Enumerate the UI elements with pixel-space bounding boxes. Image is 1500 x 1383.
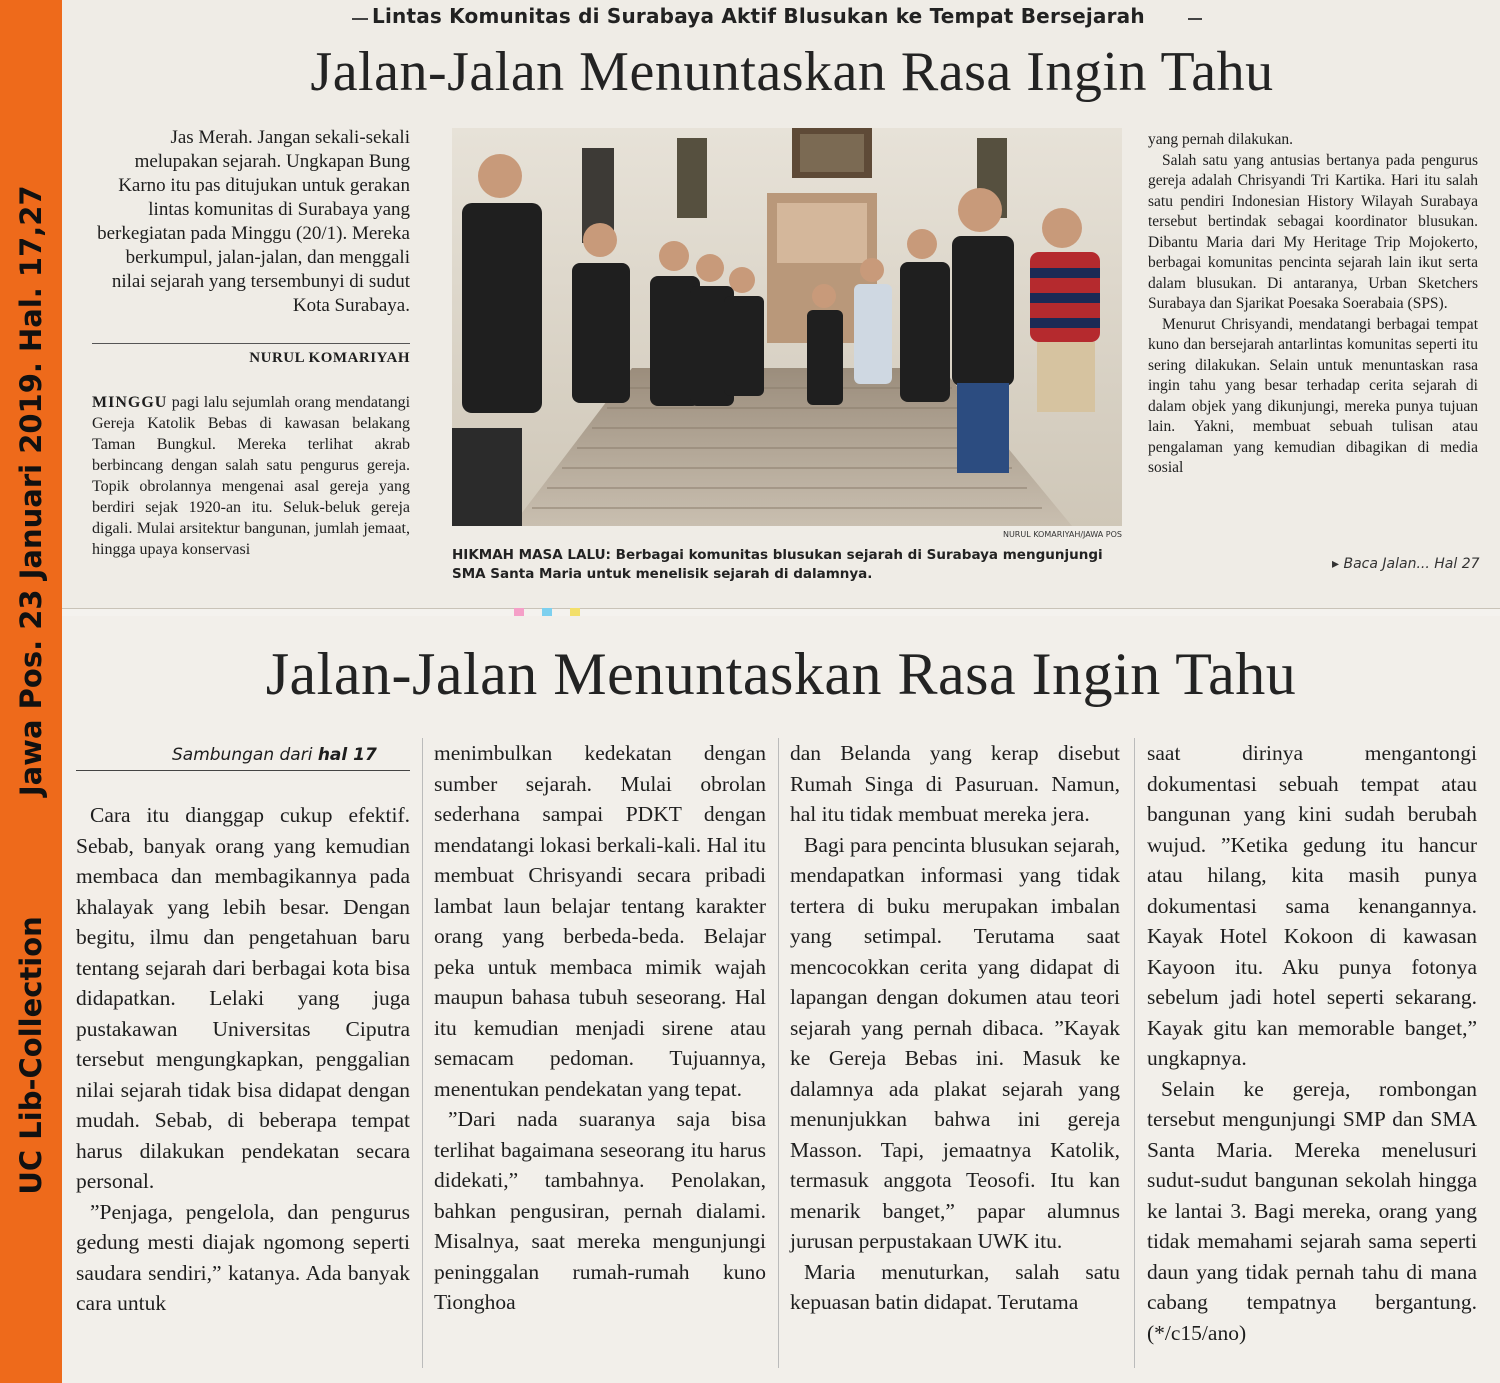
column-4-paragraph-2: Selain ke gereja, rombongan tersebut mengunjungi SMP dan SMA Santa Maria. Mereka menelusuri sudut-sudut bangunan sekolah hingga ke lantai 3. Bagi mereka, orang yang tidak memahami sejarah sama seperti daun yang tidak pernah tahu di mana cabang tempatnya bergantung. (*/c15/ano) <box>1147 1076 1477 1345</box>
dateline: MINGGU <box>92 394 168 411</box>
continue-text: Baca Jalan... Hal 27 <box>1343 556 1480 572</box>
article-opening <box>92 392 410 560</box>
byline: NURUL KOMARIYAH <box>249 350 410 366</box>
continued-from-prefix: Sambungan dari <box>172 745 313 765</box>
lede: Jas Merah. Jangan sekali-sekali melupakan sejarah. Ungkapan Bung Karno itu pas ditujukan untuk gerakan lintas komunitas di Surabaya yang berkegiatan pada Minggu (20/1). Mereka berkumpul, jalan-jalan, dan menggali nilai sejarah yang tersembunyi di sudut Kota Surabaya. <box>97 127 410 316</box>
continued-from-rule <box>76 770 410 771</box>
right-paragraph-2: Salah satu yang antusias bertanya pada pengurus gereja adalah Chrisyandi Tri Kartika. Hari itu salah satu pendiri Indonesian History Wilayah Surabaya tersebut bertindak sebagai koordinator blusukan. Dibantu Maria dari My Heritage Trip Mojokerto, berbagai komunitas pencinta sejarah lain ikut serta dalam blusukan. Di antaranya, Urban Sketchers Surabaya dan Sjarikat Poesaka Soerabaia (SPS). <box>1148 151 1478 312</box>
kicker: Lintas Komunitas di Surabaya Aktif Blusukan ke Tempat Bersejarah <box>372 4 1145 28</box>
column-divider <box>422 738 423 1368</box>
kicker-rule-left <box>352 18 368 20</box>
newspaper-page <box>62 0 1500 1383</box>
archive-collection-label: UC Lib-Collection <box>14 916 48 1195</box>
column-3-paragraph-1: dan Belanda yang kerap disebut Rumah Singa di Pasuruan. Namun, hal itu tidak membuat mereka jera. <box>790 741 1120 826</box>
group-photo <box>452 128 1122 526</box>
photo-credit: NURUL KOMARIYAH/JAWA POS <box>1002 530 1122 539</box>
kicker-rule-right <box>1188 18 1202 20</box>
column-1 <box>76 800 410 1319</box>
column-divider <box>778 738 779 1368</box>
column-3 <box>790 738 1120 1318</box>
registration-mark-cyan <box>542 608 552 616</box>
headline: Jalan-Jalan Menuntaskan Rasa Ingin Tahu <box>310 41 1274 103</box>
continued-from-page: hal 17 <box>317 745 377 765</box>
sidebar-label <box>14 185 48 1194</box>
source-citation: Jawa Pos. 23 Januari 2019. Hal. 17,27 <box>14 185 48 797</box>
archive-sidebar <box>0 0 62 1383</box>
right-column <box>1148 130 1478 479</box>
registration-mark-yellow <box>570 608 580 616</box>
continued-from <box>172 745 377 765</box>
column-4 <box>1147 738 1477 1348</box>
column-1-paragraph-2: ”Penjaga, pengelola, dan pengurus gedung mesti diajak ngomong seperti saudara sendiri,” katanya. Ada banyak cara untuk <box>76 1199 410 1315</box>
front-page-clipping <box>62 0 1500 609</box>
article-opening-text: pagi lalu sejumlah orang mendatangi Gereja Katolik Bebas di kawasan belakang Taman Bungkul. Mereka terlihat akrab berbincang dengan salah satu pengurus gereja. Topik obrolannya mengenai asal gereja yang berdiri sejak 1920-an itu. Seluk-beluk gereja digali. Mulai arsitektur bangunan, jumlah jemaat, hingga upaya konservasi <box>92 394 411 558</box>
byline-rule <box>92 343 410 344</box>
column-3-paragraph-2: Bagi para pencinta blusukan sejarah, mendapatkan informasi yang tidak tertera di buku merupakan imbalan yang setimpal. Terutama saat mencocokkan cerita yang didapat di lapangan dengan dokumen atau teori sejarah yang pernah dibaca. ”Kayak ke Gereja Bebas ini. Masuk ke dalamnya ada plakat sejarah yang menunjukkan bahwa ini gereja Masson. Tapi, jemaatnya Katolik, termasuk anggota Teosofi. Itu kan menarik banget,” papar alumnus jurusan perpustakaan UWK itu. <box>790 832 1120 1253</box>
column-4-paragraph-1: saat dirinya mengantongi dokumentasi sebuah tempat atau bangunan yang kini sudah berubah wujud. ”Ketika gedung itu hancur atau hilang, kita masih punya dokumentasi sama kenangannya. Kayak Hotel Kokoon di kawasan Kayoon itu. Aku punya fotonya sebelum jadi hotel seperti sekarang. Kayak gitu kan memorable banget,” ungkapnya. <box>1147 741 1477 1070</box>
continuation-headline: Jalan-Jalan Menuntaskan Rasa Ingin Tahu <box>265 641 1297 707</box>
column-divider <box>1134 738 1135 1368</box>
column-3-paragraph-3: Maria menuturkan, salah satu kepuasan batin didapat. Terutama <box>790 1259 1120 1314</box>
column-2-paragraph-1: menimbulkan kedekatan dengan sumber sejarah. Mulai obrolan sederhana sampai PDKT dengan mendatangi lokasi berkali-kali. Hal itu membuat Chrisyandi secara pribadi lambat laun belajar tentang karakter orang yang berbeda-beda. Belajar peka untuk membaca mimik wajah maupun bahasa tubuh seseorang. Hal itu kemudian menjadi sirene atau semacam pedoman. Tujuannya, menentukan pendekatan yang tepat. <box>434 741 766 1101</box>
registration-mark-magenta <box>514 608 524 616</box>
photo-caption: HIKMAH MASA LALU: Berbagai komunitas blusukan sejarah di Surabaya mengunjungi SMA Santa Maria untuk menelisik sejarah di dalamnya. <box>452 547 1103 582</box>
column-1-paragraph-1: Cara itu dianggap cukup efektif. Sebab, banyak orang yang kemudian membaca dan membagikannya pada khalayak yang lebih besar. Dengan begitu, ilmu dan pengetahuan baru tentang sejarah dari berbagai kota bisa didapatkan. Lelaki yang juga pustakawan Universitas Ciputra tersebut mengungkapkan, penggalian nilai sejarah tidak bisa didapat dengan mudah. Sebab, di beberapa tempat harus dilakukan pendekatan secara personal. <box>76 803 410 1193</box>
continue-jump: ▸ Baca Jalan... Hal 27 <box>1332 556 1480 572</box>
right-paragraph-1: yang pernah dilakukan. <box>1148 131 1294 148</box>
column-2 <box>434 738 766 1318</box>
right-paragraph-3: Menurut Chrisyandi, mendatangi berbagai tempat kuno dan bersejarah antarlintas komunitas seperti itu sering dilakukan. Selain untuk menuntaskan rasa ingin tahu yang besar terhadap cerita sejarah di dalam objek yang dikunjungi, mereka punya tujuan lain. Yakni, membuat sebuah tulisan atau pengalaman yang kemudian dibagikan di media sosial <box>1148 315 1478 476</box>
column-2-paragraph-2: ”Dari nada suaranya saja bisa terlihat bagaimana seseorang itu harus didekati,” tambahnya. Penolakan, bahkan pengusiran, pernah dialami. Misalnya, saat mereka mengunjungi peninggalan rumah-rumah kuno Tionghoa <box>434 1107 766 1314</box>
